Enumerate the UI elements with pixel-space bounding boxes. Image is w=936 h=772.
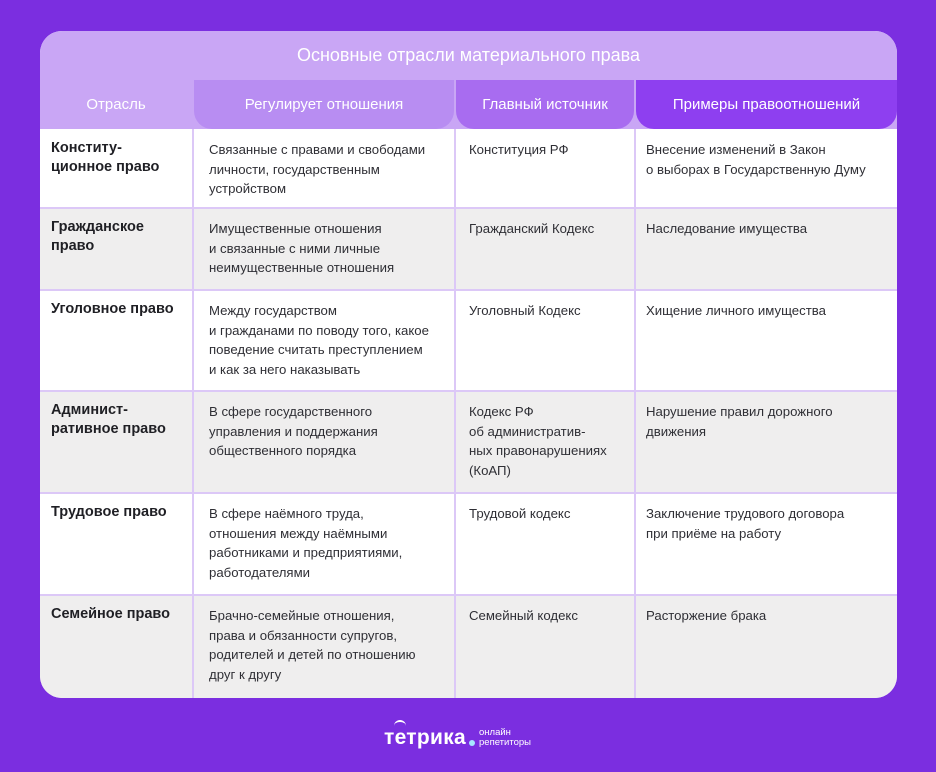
cell-line: родителей и детей по отношению: [209, 647, 416, 662]
cell-line: об административ-: [469, 423, 586, 439]
cell-regulates: [209, 493, 454, 595]
cell-line: Внесение изменений в Закон: [646, 142, 826, 157]
cell-branch: [51, 391, 191, 493]
cell-line: Уголовный Кодекс: [469, 303, 581, 318]
header-examples: Примеры правоотношений: [636, 80, 897, 129]
cell-line: устройством: [209, 181, 287, 196]
cell-line: Имущественные отношения: [209, 221, 382, 236]
cell-line: Между государством: [209, 303, 337, 318]
cell-source: [469, 208, 634, 290]
header-source: Главный источник: [456, 80, 634, 129]
table-row: [40, 129, 897, 208]
cell-source: [469, 391, 634, 493]
table-row: [40, 208, 897, 290]
cell-line: права и обязанности супругов,: [209, 627, 398, 643]
row-divider: [40, 492, 897, 494]
cell-branch: [51, 208, 191, 290]
cell-line: Связанные с правами и свободами: [209, 142, 426, 157]
table-row: [40, 391, 897, 493]
header-branch: Отрасль: [40, 80, 192, 129]
table-body: [40, 129, 897, 698]
cell-source: [469, 290, 634, 391]
cell-line: Расторжение брака: [646, 608, 767, 623]
cell-regulates: [209, 290, 454, 391]
cell-line: работодателями: [209, 564, 310, 580]
logo-subtitle: [479, 728, 531, 748]
cell-line: В сфере государственного: [209, 404, 373, 419]
cell-line: отношения между наёмными: [209, 525, 388, 541]
cell-examples: [646, 290, 894, 391]
cell-line: ративное право: [51, 421, 166, 437]
table-row: [40, 595, 897, 698]
cell-line: Семейный кодекс: [469, 608, 578, 623]
cell-line: Нарушение правил дорожного: [646, 404, 833, 419]
cell-line: общественного порядка: [209, 443, 357, 458]
logo-dot-icon: [469, 740, 475, 746]
cell-regulates: [209, 391, 454, 493]
cell-branch: [51, 129, 191, 208]
cell-source: [469, 129, 634, 208]
cell-line: В сфере наёмного труда,: [209, 506, 364, 521]
cell-branch: [51, 493, 191, 595]
header-regulates: Регулирует отношения: [194, 80, 454, 129]
column-divider: [192, 129, 194, 698]
table-card: [40, 31, 897, 698]
cell-line: Конститу-: [51, 140, 122, 156]
cell-line: работниками и предприятиями,: [209, 545, 403, 560]
row-divider: [40, 289, 897, 291]
logo-wordmark: [384, 726, 466, 750]
cell-examples: [646, 391, 894, 493]
column-divider: [454, 129, 456, 698]
column-divider: [634, 129, 636, 698]
cell-line: Конституция РФ: [469, 142, 569, 157]
cell-source: [469, 493, 634, 595]
cell-line: неимущественные отношения: [209, 260, 395, 275]
logo-sub-line-2: репетиторы: [479, 737, 531, 748]
table-row: [40, 290, 897, 391]
cell-line: (КоАП): [469, 462, 511, 478]
cell-line: Заключение трудового договора: [646, 506, 845, 521]
table-row: [40, 493, 897, 595]
cell-line: Хищение личного имущества: [646, 303, 826, 318]
cell-line: при приёме на работу: [646, 525, 782, 541]
cell-line: Админист-: [51, 402, 128, 418]
cell-line: и связанные с ними личные: [209, 240, 381, 256]
cell-line: о выборах в Государственную Думу: [646, 161, 866, 177]
row-divider: [40, 594, 897, 596]
tetrika-logo: [384, 722, 531, 754]
cell-line: друг к другу: [209, 666, 282, 682]
cell-line: Брачно-семейные отношения,: [209, 608, 395, 623]
cell-line: ционное право: [51, 159, 160, 175]
cell-line: ных правонарушениях: [469, 443, 607, 458]
header-row: [40, 80, 897, 129]
cell-line: Уголовное право: [51, 301, 174, 317]
table-title: Основные отрасли материального права: [40, 31, 897, 80]
cell-examples: [646, 493, 894, 595]
row-divider: [40, 207, 897, 209]
cell-line: Семейное право: [51, 606, 171, 622]
logo-accent-icon: [394, 720, 406, 726]
row-divider: [40, 390, 897, 392]
cell-regulates: [209, 595, 454, 698]
cell-line: Кодекс РФ: [469, 404, 534, 419]
cell-line: управления и поддержания: [209, 423, 378, 439]
cell-line: поведение считать преступлением: [209, 342, 423, 357]
cell-line: Трудовое право: [51, 504, 167, 520]
cell-line: Гражданское: [51, 219, 144, 235]
cell-line: Наследование имущества: [646, 221, 808, 236]
cell-line: движения: [646, 423, 707, 439]
cell-line: и гражданами по поводу того, какое: [209, 322, 429, 338]
cell-branch: [51, 290, 191, 391]
cell-line: Трудовой кодекс: [469, 506, 571, 521]
cell-line: Гражданский Кодекс: [469, 221, 595, 236]
cell-examples: [646, 129, 894, 208]
cell-branch: [51, 595, 191, 698]
cell-examples: [646, 595, 894, 698]
logo-sub-line-1: онлайн: [479, 727, 511, 738]
cell-regulates: [209, 129, 454, 208]
cell-line: и как за него наказывать: [209, 361, 361, 377]
cell-examples: [646, 208, 894, 290]
cell-regulates: [209, 208, 454, 290]
cell-source: [469, 595, 634, 698]
cell-line: право: [51, 238, 95, 254]
logo-word: тетрика: [384, 726, 466, 749]
cell-line: личности, государственным: [209, 161, 380, 177]
